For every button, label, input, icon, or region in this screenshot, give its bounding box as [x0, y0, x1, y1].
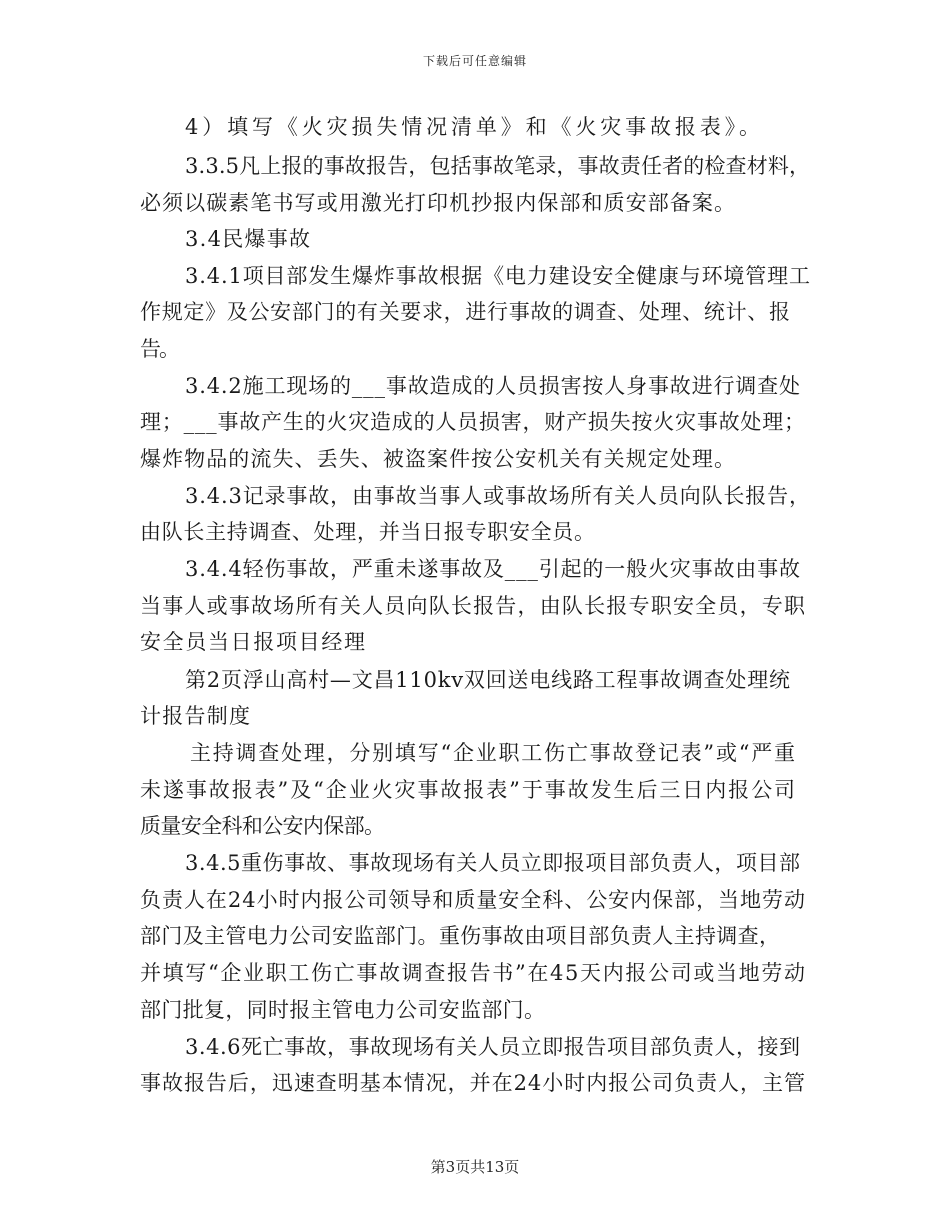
- text-line: 3.4.6死亡事故，事故现场有关人员立即报告项目部负责人，接到: [185, 1035, 801, 1059]
- text-line: 安全员当日报项目经理: [140, 630, 367, 654]
- text-line: 爆炸物品的流失、丢失、被盗案件按公安机关有关规定处理。: [140, 447, 737, 471]
- text-line: 第2页浮山高村—文昌110kv双回送电线路工程事故调查处理统: [185, 668, 791, 692]
- text-line: 理；___事故产生的火灾造成的人员损害，财产损失按火灾事故处理；: [140, 410, 806, 434]
- text-line: 4）填写《火灾损失情况清单》和《火灾事故报表》。: [185, 115, 764, 139]
- text-line: 计报告制度: [140, 704, 252, 728]
- text-line: 3.4.1项目部发生爆炸事故根据《电力建设安全健康与环境管理工: [185, 264, 811, 288]
- text-line: 事故报告后，迅速查明基本情况，并在24小时内报公司负责人，主管: [140, 1071, 806, 1095]
- text-line: 作规定》及公安部门的有关要求，进行事故的调查、处理、统计、报: [140, 300, 791, 324]
- text-line: 告。: [140, 337, 178, 361]
- text-line: 3.4.3记录事故，由事故当事人或事故场所有关人员向队长报告，: [185, 484, 811, 508]
- text-line: 3.4民爆事故: [185, 227, 312, 251]
- text-line: 3.4.4轻伤事故，严重未遂事故及___引起的一般火灾事故由事故: [185, 557, 801, 581]
- text-line: 3.4.5重伤事故、事故现场有关人员立即报项目部负责人，项目部: [185, 851, 801, 875]
- text-line: 负责人在24小时内报公司领导和质量安全科、公安内保部，当地劳动: [140, 888, 806, 912]
- text-line: 部门及主管电力公司安监部门。重伤事故由项目部负责人主持调查，: [140, 924, 781, 948]
- text-line: 必须以碳素笔书写或用激光打印机抄报内保部和质安部备案。: [140, 191, 737, 215]
- page-header: 下载后可任意编辑: [422, 54, 527, 68]
- text-line: 主持调查处理，分别填写“企业职工伤亡事故登记表”或“严重: [190, 741, 797, 765]
- page-footer: 第3页共13页: [430, 1158, 520, 1176]
- text-line: 未遂事故报表”及“企业火灾事故报表”于事故发生后三日内报公司: [140, 778, 797, 802]
- text-line: 由队长主持调查、处理，并当日报专职安全员。: [140, 520, 596, 544]
- text-line: 当事人或事故场所有关人员向队长报告，由队长报专职安全员，专职: [140, 594, 807, 618]
- text-line: 质量安全科和公安内保部。: [140, 814, 385, 838]
- text-line: 3.4.2施工现场的___事故造成的人员损害按人身事故进行调查处: [185, 374, 801, 398]
- text-line: 部门批复，同时报主管电力公司安监部门。: [140, 998, 546, 1022]
- text-line: 并填写“企业职工伤亡事故调查报告书”在45天内报公司或当地劳动: [140, 961, 807, 985]
- text-line: 3.3.5凡上报的事故报告，包括事故笔录，事故责任者的检查材料，: [185, 154, 811, 178]
